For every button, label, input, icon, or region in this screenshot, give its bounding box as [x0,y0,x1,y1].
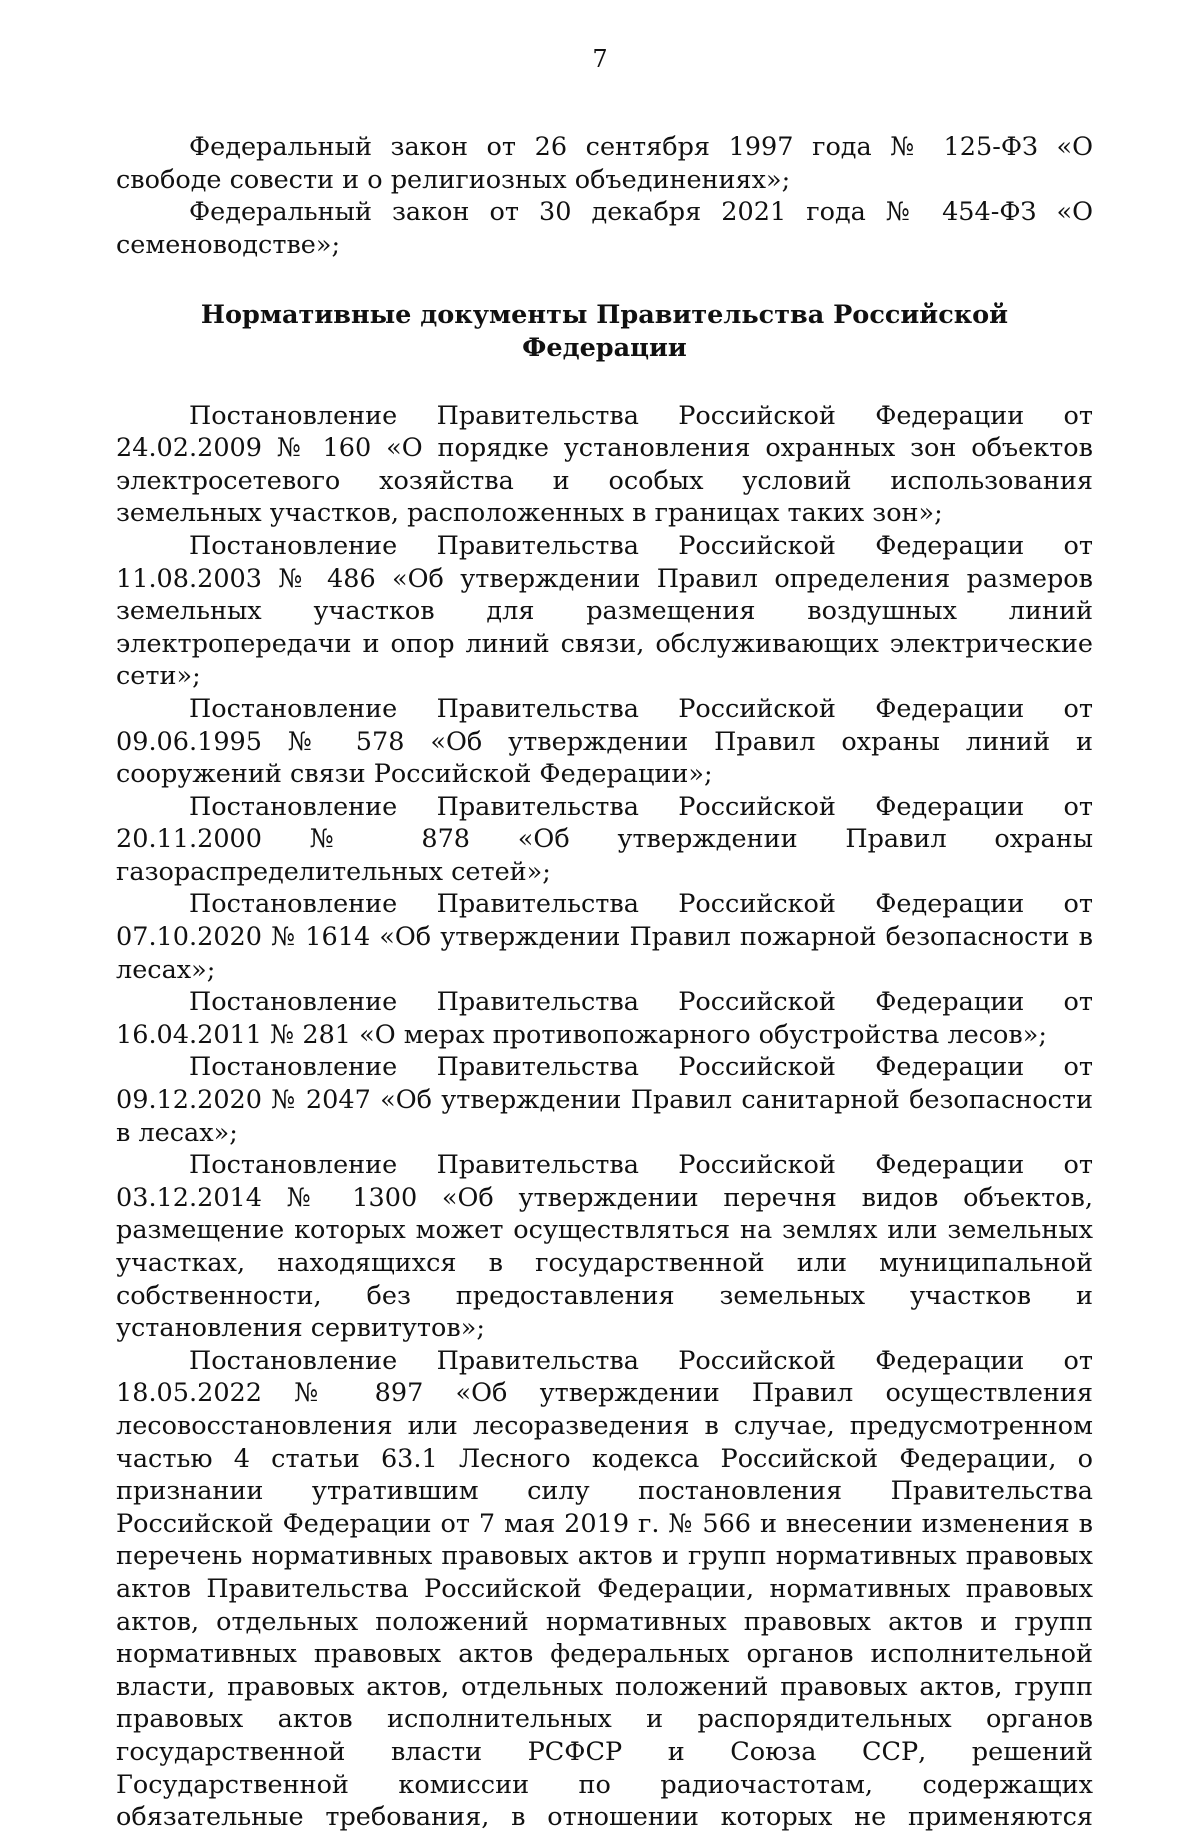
decree-paragraph: Постановление Правительства Российской Федерации от 20.11.2000 № 878 «Об утверждении Правил охраны газораспределительных сетей»; [116,791,1093,887]
decree-paragraph: Постановление Правительства Российской Федерации от 07.10.2020 № 1614 «Об утверждении Правил пожарной безопасности в лесах»; [116,889,1093,985]
law-paragraph: Федеральный закон от 26 сентября 1997 года № 125-ФЗ «О свободе совести и о религиозных объединениях»; [116,132,1093,195]
decree-paragraph: Постановление Правительства Российской Федерации от 16.04.2011 № 281 «О мерах противопожарного обустройства лесов»; [116,987,1093,1050]
page-number: 7 [592,45,608,73]
decree-paragraph: Постановление Правительства Российской Федерации от 24.02.2009 № 160 «О порядке установления охранных зон объектов электросетевого хозяйства и особых условий использования земельных участков, расположенных в границах таких зон»; [116,400,1093,529]
page-content [116,131,1093,1834]
decree-paragraph: Постановление Правительства Российской Федерации от 18.05.2022 № 897 «Об утверждении Правил осуществления лесовосстановления или лесоразведения в случае, предусмотренном частью 4 статьи 63.1 Лесного кодекса Российской Федерации, о признании утратившим силу постановления Правительства Российской Федерации от 7 мая 2019 г. № 566 и внесении изменения в перечень нормативных правовых актов и групп нормативных правовых актов Правительства Российской Федерации, нормативных правовых актов, отдельных положений нормативных правовых актов и групп нормативных правовых актов федеральных органов исполнительной власти, правовых актов, отдельных положений правовых актов, групп правовых актов исполнительных и распорядительных органов государственной власти РСФСР и Союза ССР, решений Государственной комиссии по радиочастотам, содержащих обязательные требования, в отношении которых не применяются [116,1345,1093,1833]
decree-paragraph: Постановление Правительства Российской Федерации от 09.12.2020 № 2047 «Об утверждении Правил санитарной безопасности в лесах»; [116,1052,1093,1148]
section-heading: Нормативные документы Правительства Российской Федерации [200,300,1009,363]
decree-paragraph: Постановление Правительства Российской Федерации от 03.12.2014 № 1300 «Об утверждении перечня видов объектов, размещение которых может осуществляться на землях или земельных участках, находящихся в государственной или муниципальной собственности, без предоставления земельных участков и установления сервитутов»; [116,1150,1093,1344]
decree-paragraph: Постановление Правительства Российской Федерации от 11.08.2003 № 486 «Об утверждении Правил определения размеров земельных участков для размещения воздушных линий электропередачи и опор линий связи, обслуживающих электрические сети»; [116,530,1093,692]
law-paragraph: Федеральный закон от 30 декабря 2021 года № 454-ФЗ «О семеноводстве»; [116,197,1093,260]
decree-paragraph: Постановление Правительства Российской Федерации от 09.06.1995 № 578 «Об утверждении Правил охраны линий и сооружений связи Российской Федерации»; [116,693,1093,790]
